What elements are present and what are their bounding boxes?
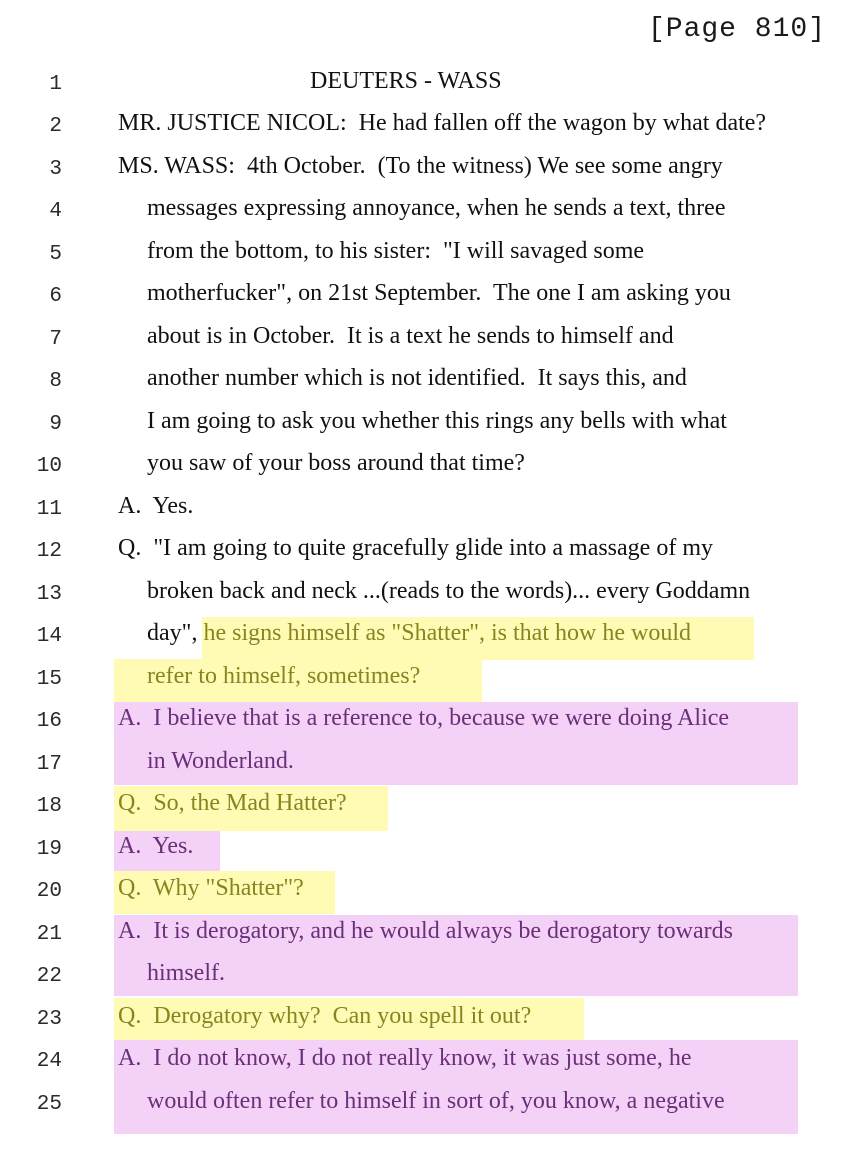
line-number: 9 bbox=[49, 413, 62, 436]
transcript-line bbox=[0, 1084, 862, 1126]
line-number: 4 bbox=[49, 200, 62, 223]
highlighted-text: he signs himself as "Shatter", is that how he would bbox=[197, 620, 691, 646]
transcript-line bbox=[0, 786, 862, 828]
transcript-line bbox=[0, 361, 862, 403]
line-number: 10 bbox=[36, 455, 62, 478]
line-text: refer to himself, sometimes? bbox=[147, 663, 421, 689]
line-text: A. I do not know, I do not really know, it was just some, he bbox=[118, 1045, 692, 1071]
line-number: 22 bbox=[36, 965, 62, 988]
transcript-line bbox=[0, 404, 862, 446]
transcript-line bbox=[0, 659, 862, 701]
transcript-line bbox=[0, 319, 862, 361]
transcript-line bbox=[0, 276, 862, 318]
transcript-line bbox=[0, 574, 862, 616]
line-number: 13 bbox=[36, 583, 62, 606]
line-text: in Wonderland. bbox=[147, 748, 294, 774]
line-text: Q. Why "Shatter"? bbox=[118, 875, 304, 901]
transcript-line bbox=[0, 234, 862, 276]
line-number: 17 bbox=[36, 753, 62, 776]
transcript-line bbox=[0, 999, 862, 1041]
transcript-line bbox=[0, 1041, 862, 1083]
transcript-line bbox=[0, 106, 862, 148]
line-text: another number which is not identified. It says this, and bbox=[147, 365, 687, 391]
line-number: 25 bbox=[36, 1093, 62, 1116]
line-number: 2 bbox=[49, 115, 62, 138]
line-text: MS. WASS: 4th October. (To the witness) We see some angry bbox=[118, 153, 723, 179]
line-text: A. It is derogatory, and he would always be derogatory towards bbox=[118, 918, 733, 944]
line-text: A. Yes. bbox=[118, 493, 194, 519]
line-text: DEUTERS - WASS bbox=[310, 68, 502, 94]
line-text: MR. JUSTICE NICOL: He had fallen off the wagon by what date? bbox=[118, 110, 767, 136]
line-number: 24 bbox=[36, 1050, 62, 1073]
line-number: 1 bbox=[49, 73, 62, 96]
transcript-line bbox=[0, 64, 862, 106]
line-number: 16 bbox=[36, 710, 62, 733]
line-text: Q. So, the Mad Hatter? bbox=[118, 790, 347, 816]
transcript-line bbox=[0, 871, 862, 913]
line-number: 5 bbox=[49, 243, 62, 266]
transcript-line bbox=[0, 489, 862, 531]
transcript-line bbox=[0, 701, 862, 743]
line-number: 7 bbox=[49, 328, 62, 351]
line-number: 20 bbox=[36, 880, 62, 903]
line-number: 14 bbox=[36, 625, 62, 648]
line-number: 18 bbox=[36, 795, 62, 818]
line-number: 11 bbox=[36, 498, 62, 521]
page-number: [Page 810] bbox=[647, 14, 826, 45]
line-number: 12 bbox=[36, 540, 62, 563]
line-number: 15 bbox=[36, 668, 62, 691]
transcript-line bbox=[0, 149, 862, 191]
line-number: 21 bbox=[36, 923, 62, 946]
line-text: I am going to ask you whether this rings any bells with what bbox=[147, 408, 727, 434]
line-text: himself. bbox=[147, 960, 225, 986]
transcript-line bbox=[0, 616, 862, 658]
transcript-line bbox=[0, 744, 862, 786]
transcript-line bbox=[0, 531, 862, 573]
transcript-line bbox=[0, 914, 862, 956]
line-text: you saw of your boss around that time? bbox=[147, 450, 525, 476]
transcript-line bbox=[0, 956, 862, 998]
line-text: would often refer to himself in sort of, you know, a negative bbox=[147, 1088, 725, 1114]
line-number: 3 bbox=[49, 158, 62, 181]
transcript-line bbox=[0, 191, 862, 233]
transcript-line bbox=[0, 829, 862, 871]
line-text: about is in October. It is a text he sends to himself and bbox=[147, 323, 674, 349]
line-text: from the bottom, to his sister: "I will savaged some bbox=[147, 238, 645, 264]
line-number: 6 bbox=[49, 285, 62, 308]
line-text: broken back and neck ...(reads to the words)... every Goddamn bbox=[147, 578, 751, 604]
line-text bbox=[147, 620, 691, 647]
line-text: messages expressing annoyance, when he sends a text, three bbox=[147, 195, 726, 221]
line-number: 19 bbox=[36, 838, 62, 861]
line-number: 8 bbox=[49, 370, 62, 393]
line-text: Q. "I am going to quite gracefully glide into a massage of my bbox=[118, 535, 713, 561]
line-text-part: day", bbox=[147, 620, 198, 646]
line-text: A. I believe that is a reference to, because we were doing Alice bbox=[118, 705, 730, 731]
line-text: motherfucker", on 21st September. The one I am asking you bbox=[147, 280, 731, 306]
line-text: A. Yes. bbox=[118, 833, 194, 859]
line-text: Q. Derogatory why? Can you spell it out? bbox=[118, 1003, 532, 1029]
transcript-line bbox=[0, 446, 862, 488]
line-number: 23 bbox=[36, 1008, 62, 1031]
